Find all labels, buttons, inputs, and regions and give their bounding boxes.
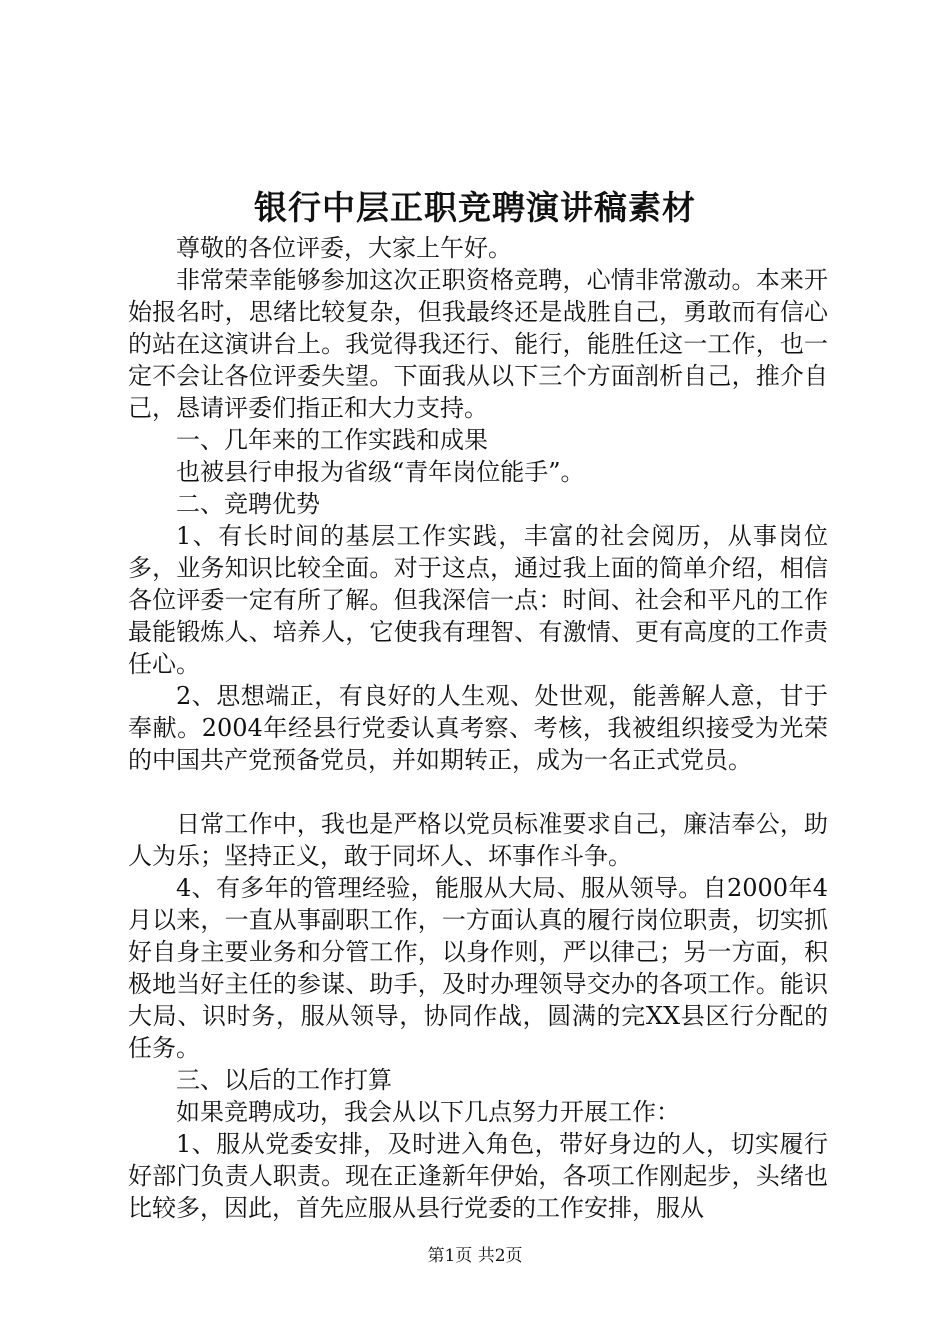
section-heading-2: 二、竞聘优势	[176, 490, 320, 518]
paragraph: 1、服从党委安排，及时进入角色，带好身边的人，切实履行好部门负责人职责。现在正逢新年伊始，各项工作刚起步，头绪也比较多，因此，首先应服从县行党委的工作安排，服从	[128, 1130, 828, 1222]
paragraph: 2、思想端正，有良好的人生观、处世观，能善解人意，甘于奉献。2004年经县行党委认真考察、考核，我被组织接受为光荣的中国共产党预备党员，并如期转正，成为一名正式党员。	[128, 682, 828, 774]
document-title: 银行中层正职竞聘演讲稿素材	[254, 188, 696, 227]
paragraph: 如果竞聘成功，我会从以下几点努力开展工作：	[176, 1098, 680, 1126]
paragraph-greeting: 尊敬的各位评委，大家上午好。	[176, 234, 512, 262]
paragraph-intro: 非常荣幸能够参加这次正职资格竞聘，心情非常激动。本来开始报名时，思绪比较复杂，但我最终还是战胜自己，勇敢而有信心的站在这演讲台上。我觉得我还行、能行，能胜任这一工作，也一定不会让各位评委失望。下面我从以下三个方面剖析自己，推介自己，恳请评委们指正和大力支持。	[128, 266, 828, 422]
paragraph: 日常工作中，我也是严格以党员标准要求自己，廉洁奉公，助人为乐；坚持正义，敢于同坏人、坏事作斗争。	[128, 810, 828, 870]
page-number-footer: 第1页 共2页	[427, 1246, 523, 1266]
paragraph: 4、有多年的管理经验，能服从大局、服从领导。自2000年4月以来，一直从事副职工作，一方面认真的履行岗位职责，切实抓好自身主要业务和分管工作，以身作则，严以律己；另一方面，积极地当好主任的参谋、助手，及时办理领导交办的各项工作。能识大局、识时务，服从领导，协同作战，圆满的完XX县区行分配的任务。	[128, 874, 828, 1062]
document-body	[128, 232, 828, 1224]
paragraph: 1、有长时间的基层工作实践，丰富的社会阅历，从事岗位多，业务知识比较全面。对于这点，通过我上面的简单介绍，相信各位评委一定有所了解。但我深信一点：时间、社会和平凡的工作最能锻炼人、培养人，它使我有理智、有激情、更有高度的工作责任心。	[128, 522, 828, 678]
section-heading-3: 三、以后的工作打算	[176, 1066, 392, 1094]
paragraph: 也被县行申报为省级“青年岗位能手”。	[176, 458, 585, 486]
section-heading-1: 一、几年来的工作实践和成果	[176, 426, 488, 454]
